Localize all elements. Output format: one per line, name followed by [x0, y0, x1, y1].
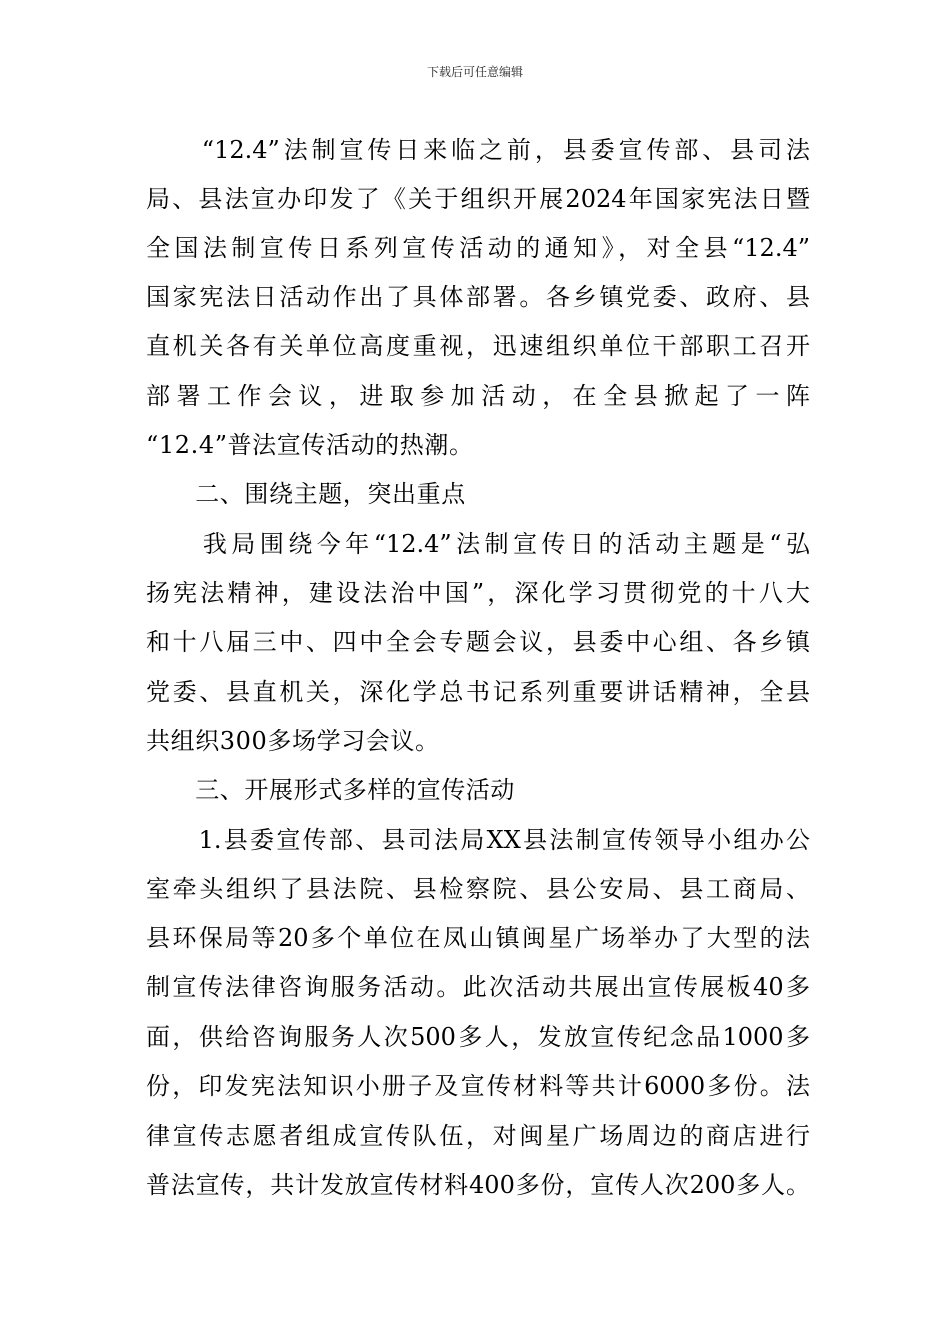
paragraph-1-line-7: “12.4”普法宣传活动的热潮。: [146, 431, 474, 459]
paragraph-5-line-4: 制宣传法律咨询服务活动。此次活动共展出宣传展板40多: [146, 973, 810, 1001]
paragraph-1-line-1: “12.4”法制宣传日来临之前，县委宣传部、县司法: [146, 136, 810, 164]
paragraph-5-line-8: 普法宣传，共计发放宣传材料400多份，宣传人次200多人。: [146, 1171, 810, 1199]
paragraph-5-line-6: 份，印发宪法知识小册子及宣传材料等共计6000多份。法: [146, 1072, 810, 1100]
paragraph-5-line-3: 县环保局等20多个单位在凤山镇闽星广场举办了大型的法: [146, 924, 810, 952]
paragraph-5-line-2: 室牵头组织了县法院、县检察院、县公安局、县工商局、: [146, 875, 810, 903]
paragraph-3-line-5: 共组织300多场学习会议。: [146, 727, 440, 755]
paragraph-3-line-2: 扬宪法精神，建设法治中国”，深化学习贯彻党的十八大: [146, 579, 810, 607]
page-header: 下载后可任意编辑: [426, 65, 523, 79]
paragraph-1-line-3: 全国法制宣传日系列宣传活动的通知》，对全县“12.4”: [146, 234, 810, 262]
section-heading-2: 二、围绕主题，突出重点: [146, 480, 466, 508]
paragraph-5-line-7: 律宣传志愿者组成宣传队伍，对闽星广场周边的商店进行: [146, 1122, 810, 1150]
paragraph-1-line-6: 部署工作会议，进取参加活动，在全县掀起了一阵: [146, 382, 810, 410]
paragraph-5-line-1: 1.县委宣传部、县司法局XX县法制宣传领导小组办公: [146, 826, 810, 854]
paragraph-3-line-3: 和十八届三中、四中全会专题会议，县委中心组、各乡镇: [146, 628, 810, 656]
paragraph-1-line-4: 国家宪法日活动作出了具体部署。各乡镇党委、政府、县: [146, 283, 810, 311]
section-heading-3: 三、开展形式多样的宣传活动: [146, 776, 515, 804]
paragraph-3-line-1: 我局围绕今年“12.4”法制宣传日的活动主题是“弘: [146, 530, 810, 558]
paragraph-5-line-5: 面，供给咨询服务人次500多人，发放宣传纪念品1000多: [146, 1023, 810, 1051]
paragraph-1-line-2: 局、县法宣办印发了《关于组织开展2024年国家宪法日暨: [146, 185, 810, 213]
paragraph-3-line-4: 党委、县直机关，深化学总书记系列重要讲话精神，全县: [146, 678, 810, 706]
paragraph-1-line-5: 直机关各有关单位高度重视，迅速组织单位干部职工召开: [146, 332, 810, 360]
